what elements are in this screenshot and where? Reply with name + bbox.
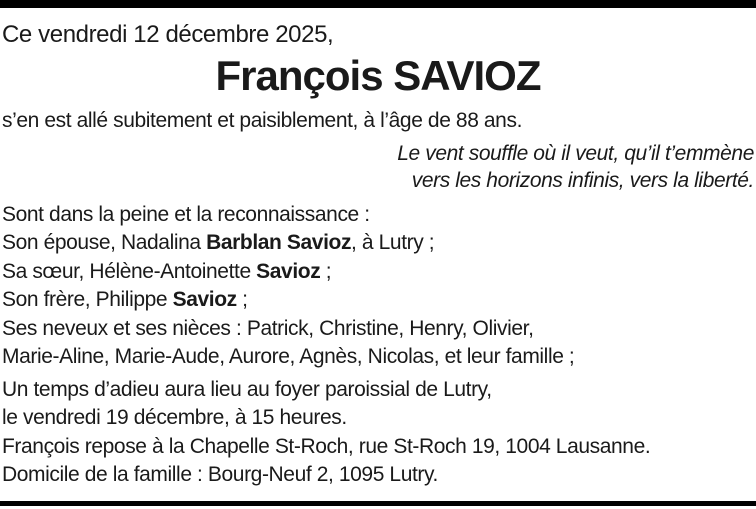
spouse-name-bold: Barblan Savioz — [206, 231, 352, 254]
family-intro-line: Sont dans la peine et la reconnaissance : — [2, 202, 370, 226]
closing-block — [2, 376, 754, 490]
sister-prefix: Sa sœur, Hélène-Antoinette — [2, 259, 257, 283]
family-sister-line — [2, 258, 754, 287]
memorial-quote — [2, 140, 754, 194]
bottom-border-bar — [0, 501, 756, 506]
spouse-suffix: , à Lutry ; — [351, 231, 435, 254]
quote-line-1: Le vent souffle où il veut, qu’il t’emmène — [397, 141, 754, 165]
domicile-line: Domicile de la famille : Bourg-Neuf 2, 1095 Lutry. — [2, 463, 438, 486]
deceased-name: François SAVIOZ — [215, 52, 541, 99]
family-nephews-line-1: Ses neveux et ses nièces : Patrick, Christine, Henry, Olivier, — [2, 316, 534, 340]
death-announcement-line: s’en est allé subitement et paisiblement, à l’âge de 88 ans. — [2, 109, 523, 132]
repose-line: François repose à la Chapelle St-Roch, rue St-Roch 19, 1004 Lausanne. — [2, 434, 651, 458]
notice-content — [0, 8, 756, 490]
quote-line-2: vers les horizons infinis, vers la liberté. — [411, 168, 754, 192]
brother-prefix: Son frère, Philippe — [2, 288, 173, 311]
ceremony-line-1: Un temps d’adieu aura lieu au foyer paroissial de Lutry, — [2, 377, 492, 401]
top-border-bar — [0, 0, 756, 8]
family-brother-line — [2, 286, 754, 315]
ceremony-line-2: le vendredi 19 décembre, à 15 heures. — [2, 406, 347, 429]
spouse-prefix: Son épouse, Nadalina — [2, 231, 207, 254]
sister-name-bold: Savioz — [256, 259, 321, 283]
family-nephews-line-2: Marie-Aline, Marie-Aude, Aurore, Agnès, Nicolas, et leur famille ; — [2, 345, 575, 368]
brother-name-bold: Savioz — [172, 288, 237, 311]
sister-suffix: ; — [320, 259, 332, 283]
family-block — [2, 201, 754, 372]
family-spouse-line — [2, 229, 754, 258]
date-line: Ce vendredi 12 décembre 2025, — [2, 21, 334, 48]
brother-suffix: ; — [236, 288, 248, 311]
